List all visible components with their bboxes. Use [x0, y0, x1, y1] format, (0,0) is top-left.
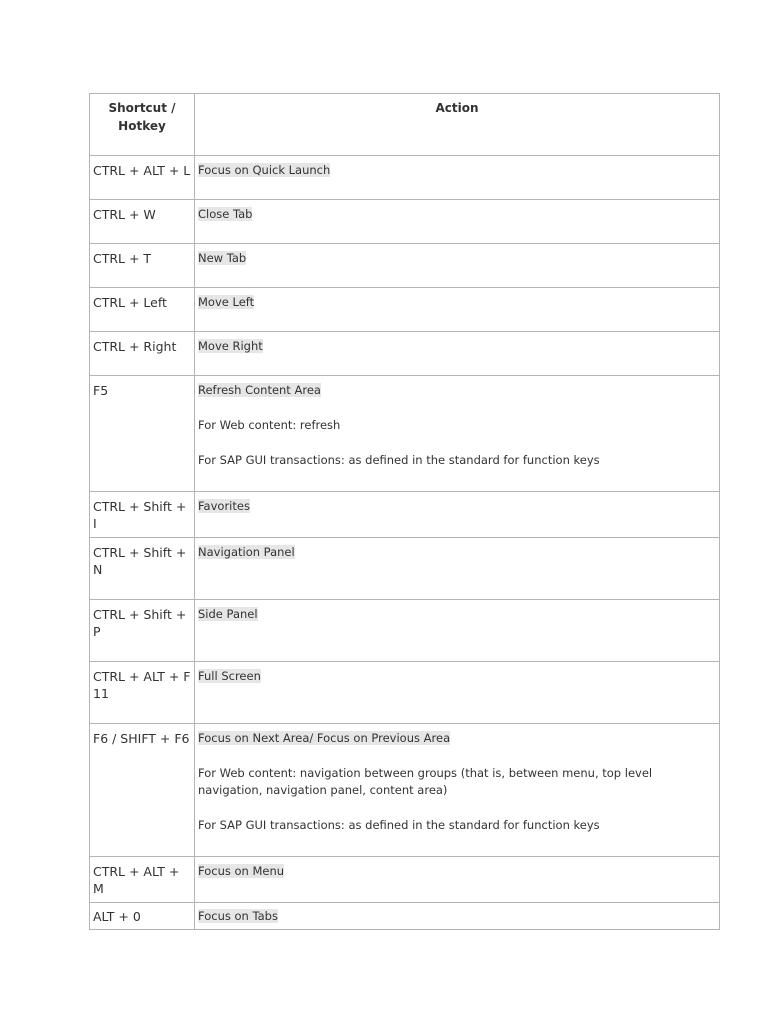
action-title: Focus on Menu: [198, 864, 285, 878]
action-cell: [195, 244, 720, 288]
action-cell: [195, 156, 720, 200]
action-title: Focus on Quick Launch: [198, 163, 331, 177]
action-title: Close Tab: [198, 207, 253, 221]
action-title: Side Panel: [198, 607, 258, 621]
table-row: [90, 724, 720, 857]
table-row: [90, 244, 720, 288]
shortcuts-table: [89, 93, 720, 930]
shortcut-key: CTRL + Right: [90, 332, 195, 376]
shortcut-key: F6 / SHIFT + F6: [90, 724, 195, 857]
action-description: For SAP GUI transactions: as defined in the standard for function keys: [198, 453, 600, 467]
action-title: Refresh Content Area: [198, 383, 321, 397]
action-cell: [195, 332, 720, 376]
action-title: Favorites: [198, 499, 250, 513]
shortcut-key: F5: [90, 376, 195, 492]
action-cell: [195, 857, 720, 903]
header-shortcut: Shortcut / Hotkey: [90, 94, 195, 156]
header-row: [90, 94, 720, 156]
action-title: Focus on Tabs: [198, 909, 278, 923]
header-action: Action: [195, 94, 720, 156]
action-cell: [195, 662, 720, 724]
table-row: [90, 376, 720, 492]
action-cell: [195, 724, 720, 857]
shortcut-key: CTRL + ALT + L: [90, 156, 195, 200]
shortcut-key: CTRL + Shift + I: [90, 492, 195, 538]
table-row: [90, 857, 720, 903]
table-row: [90, 200, 720, 244]
shortcut-key: CTRL + Left: [90, 288, 195, 332]
action-description: For Web content: navigation between groups (that is, between menu, top level navigation, navigation panel, content area): [198, 766, 653, 797]
table-row: [90, 600, 720, 662]
action-title: Move Left: [198, 295, 255, 309]
table-row: [90, 662, 720, 724]
action-cell: [195, 288, 720, 332]
table-row: [90, 538, 720, 600]
action-title: Navigation Panel: [198, 545, 295, 559]
shortcut-key: CTRL + Shift + N: [90, 538, 195, 600]
action-cell: [195, 903, 720, 930]
action-title: New Tab: [198, 251, 247, 265]
shortcut-key: CTRL + ALT + F 11: [90, 662, 195, 724]
table-row: [90, 903, 720, 930]
action-cell: [195, 492, 720, 538]
table-row: [90, 156, 720, 200]
action-cell: [195, 600, 720, 662]
action-cell: [195, 538, 720, 600]
table-row: [90, 332, 720, 376]
action-description: For Web content: refresh: [198, 418, 341, 432]
action-cell: [195, 376, 720, 492]
shortcut-key: CTRL + ALT + M: [90, 857, 195, 903]
shortcut-key: CTRL + T: [90, 244, 195, 288]
document-page: [89, 93, 719, 930]
action-title: Full Screen: [198, 669, 261, 683]
table-row: [90, 288, 720, 332]
shortcut-key: CTRL + W: [90, 200, 195, 244]
action-cell: [195, 200, 720, 244]
action-description: For SAP GUI transactions: as defined in the standard for function keys: [198, 818, 600, 832]
shortcut-key: ALT + 0: [90, 903, 195, 930]
table-row: [90, 492, 720, 538]
action-title: Focus on Next Area/ Focus on Previous Area: [198, 731, 451, 745]
action-title: Move Right: [198, 339, 263, 353]
shortcut-key: CTRL + Shift + P: [90, 600, 195, 662]
